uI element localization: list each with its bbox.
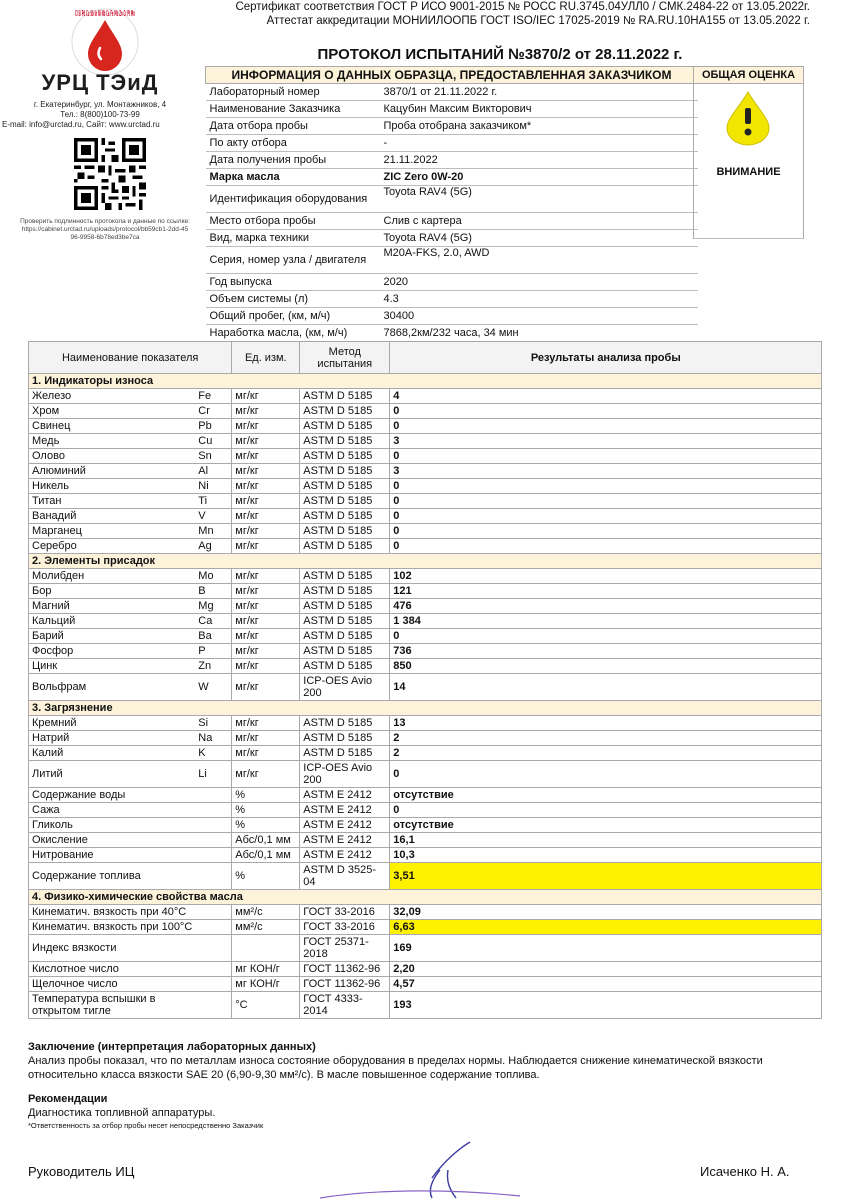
result-value: 121	[390, 584, 822, 599]
parameter-name: Гликоль	[29, 818, 196, 833]
unit-cell: мг/кг	[232, 419, 300, 434]
table-row	[29, 818, 822, 833]
element-symbol: Li	[195, 761, 232, 788]
table-row	[29, 992, 822, 1019]
unit-cell: мг/кг	[232, 584, 300, 599]
result-value: 736	[390, 644, 822, 659]
responsibility-note: *Ответственность за отбор пробы несет непосредственно Заказчик	[28, 1121, 264, 1130]
unit-cell	[232, 935, 300, 962]
info-value: 21.11.2022	[380, 152, 698, 169]
unit-cell: мг/кг	[232, 509, 300, 524]
info-value: -	[380, 135, 698, 152]
parameter-name: Температура вспышки в открытом тигле	[29, 992, 196, 1019]
recommendations-block	[28, 1092, 818, 1132]
element-symbol	[195, 935, 232, 962]
result-value: 3	[390, 464, 822, 479]
info-value: Toyota RAV4 (5G)	[380, 230, 698, 247]
table-row	[29, 419, 822, 434]
table-row	[29, 599, 822, 614]
method-cell: ASTM D 5185	[300, 524, 390, 539]
sample-info-table	[205, 66, 698, 342]
logo-element-letters: Cl Si Pd Cu Sb In Ni Nb Ca Fe Mo Zn Cr Pt Mn	[75, 9, 136, 18]
parameter-name: Фосфор	[29, 644, 196, 659]
table-row	[29, 524, 822, 539]
element-symbol: Ba	[195, 629, 232, 644]
method-cell: ASTM D 5185	[300, 479, 390, 494]
method-cell: ГОСТ 25371-2018	[300, 935, 390, 962]
element-symbol	[195, 848, 232, 863]
unit-cell: мг/кг	[232, 746, 300, 761]
recommendations-title: Рекомендации	[28, 1093, 108, 1105]
method-cell: ГОСТ 33-2016	[300, 920, 390, 935]
qr-code-icon[interactable]	[74, 138, 146, 210]
unit-cell: мг КОН/г	[232, 977, 300, 992]
result-value: 10,3	[390, 848, 822, 863]
parameter-name: Кальций	[29, 614, 196, 629]
element-symbol	[195, 833, 232, 848]
section-title: 1. Индикаторы износа	[29, 374, 822, 389]
element-symbol	[195, 818, 232, 833]
method-cell: ASTM E 2412	[300, 848, 390, 863]
method-cell: ASTM D 5185	[300, 569, 390, 584]
method-cell: ASTM D 5185	[300, 716, 390, 731]
parameter-name: Нитрование	[29, 848, 196, 863]
table-row	[29, 761, 822, 788]
element-symbol	[195, 977, 232, 992]
method-cell: ICP-OES Avio 200	[300, 674, 390, 701]
info-value: M20A-FKS, 2.0, AWD	[380, 247, 698, 274]
method-cell: ASTM D 5185	[300, 599, 390, 614]
unit-cell: мг/кг	[232, 539, 300, 554]
parameter-name: Хром	[29, 404, 196, 419]
parameter-name: Марганец	[29, 524, 196, 539]
element-symbol: Sn	[195, 449, 232, 464]
element-symbol: P	[195, 644, 232, 659]
info-label: Лабораторный номер	[206, 84, 380, 101]
parameter-name: Титан	[29, 494, 196, 509]
method-cell: ГОСТ 33-2016	[300, 905, 390, 920]
method-cell: ASTM E 2412	[300, 803, 390, 818]
signatory-name: Исаченко Н. А.	[700, 1164, 790, 1179]
section-title: 2. Элементы присадок	[29, 554, 822, 569]
unit-cell: мг/кг	[232, 569, 300, 584]
parameter-name: Вольфрам	[29, 674, 196, 701]
table-row	[29, 659, 822, 674]
certificate-line: Сертификат соответствия ГОСТ Р ИСО 9001-2015 № РОСС RU.3745.04УЛЛ0 / СМК.2484-22 от 13.05.2022г.	[235, 1, 810, 13]
parameter-name: Молибден	[29, 569, 196, 584]
info-value: 3870/1 от 21.11.2022 г.	[380, 84, 698, 101]
result-value: 0	[390, 449, 822, 464]
info-label: Наименование Заказчика	[206, 101, 380, 118]
table-row	[29, 935, 822, 962]
unit-cell: мг/кг	[232, 524, 300, 539]
result-value: 0	[390, 539, 822, 554]
conclusion-block	[28, 1040, 818, 1082]
element-symbol: Na	[195, 731, 232, 746]
result-value: 4,57	[390, 977, 822, 992]
parameter-name: Олово	[29, 449, 196, 464]
unit-cell: мм²/с	[232, 920, 300, 935]
element-symbol	[195, 905, 232, 920]
unit-cell: Абс/0,1 мм	[232, 833, 300, 848]
element-symbol	[195, 920, 232, 935]
section-header-row	[29, 890, 822, 905]
table-row	[29, 977, 822, 992]
result-value: 169	[390, 935, 822, 962]
info-label: Идентификация оборудования	[206, 186, 380, 213]
result-value: 3,51	[390, 863, 822, 890]
conclusion-text: Анализ пробы показал, что по металлам износа состояние оборудования в пределах нормы. Наблюдается снижение кинематической вязкости относительно класса вязкости SAE 20 (6,90-9,30 мм²/с). В масле повышенное содержание топлива.	[28, 1055, 763, 1081]
unit-cell: мг/кг	[232, 389, 300, 404]
recommendations-text: Диагностика топливной аппаратуры.	[28, 1107, 216, 1119]
table-row	[29, 569, 822, 584]
result-value: 0	[390, 524, 822, 539]
table-row	[29, 788, 822, 803]
parameter-name: Натрий	[29, 731, 196, 746]
result-value: 2	[390, 731, 822, 746]
result-value: 4	[390, 389, 822, 404]
method-cell: ГОСТ 4333-2014	[300, 992, 390, 1019]
method-cell: ASTM D 5185	[300, 629, 390, 644]
method-cell: ГОСТ 11362-96	[300, 977, 390, 992]
parameter-name: Медь	[29, 434, 196, 449]
result-value: 0	[390, 494, 822, 509]
element-symbol: V	[195, 509, 232, 524]
lab-brand: УРЦ ТЭиД	[41, 70, 159, 95]
method-cell: ASTM D 5185	[300, 389, 390, 404]
method-cell: ASTM E 2412	[300, 818, 390, 833]
result-value: 0	[390, 404, 822, 419]
parameter-name: Цинк	[29, 659, 196, 674]
warning-drop-icon	[721, 90, 775, 146]
info-label: Дата отбора пробы	[206, 118, 380, 135]
table-row	[29, 509, 822, 524]
method-cell: ICP-OES Avio 200	[300, 761, 390, 788]
table-row	[29, 716, 822, 731]
col-header-parameter: Наименование показателя	[29, 342, 232, 374]
parameter-name: Сажа	[29, 803, 196, 818]
method-cell: ASTM D 5185	[300, 659, 390, 674]
section-header-row	[29, 374, 822, 389]
result-value: 0	[390, 629, 822, 644]
info-value: 2020	[380, 274, 698, 291]
result-value: 32,09	[390, 905, 822, 920]
result-value: 0	[390, 509, 822, 524]
element-symbol: Mo	[195, 569, 232, 584]
unit-cell: мг/кг	[232, 761, 300, 788]
method-cell: ГОСТ 11362-96	[300, 962, 390, 977]
info-label: По акту отбора	[206, 135, 380, 152]
table-row	[29, 644, 822, 659]
info-label: Год выпуска	[206, 274, 380, 291]
table-row	[29, 863, 822, 890]
info-value: Toyota RAV4 (5G)	[380, 186, 698, 213]
element-symbol	[195, 788, 232, 803]
info-value: 7868,2км/232 часа, 34 мин	[380, 325, 698, 342]
unit-cell: мг/кг	[232, 479, 300, 494]
element-symbol: Mn	[195, 524, 232, 539]
info-label: Серия, номер узла / двигателя	[206, 247, 380, 274]
table-row	[29, 848, 822, 863]
unit-cell: мг/кг	[232, 644, 300, 659]
info-label: Вид, марка техники	[206, 230, 380, 247]
result-value: 850	[390, 659, 822, 674]
result-value: 0	[390, 803, 822, 818]
element-symbol	[195, 803, 232, 818]
unit-cell: мг/кг	[232, 434, 300, 449]
result-value: 14	[390, 674, 822, 701]
element-symbol	[195, 962, 232, 977]
element-symbol: Cu	[195, 434, 232, 449]
unit-cell: мг/кг	[232, 614, 300, 629]
unit-cell: мм²/с	[232, 905, 300, 920]
parameter-name: Ванадий	[29, 509, 196, 524]
result-value: 16,1	[390, 833, 822, 848]
table-row	[29, 434, 822, 449]
signatory-role: Руководитель ИЦ	[28, 1164, 135, 1179]
info-label: Марка масла	[206, 169, 380, 186]
table-row	[29, 584, 822, 599]
parameter-name: Серебро	[29, 539, 196, 554]
parameter-name: Щелочное число	[29, 977, 196, 992]
result-value: отсутствие	[390, 788, 822, 803]
unit-cell: мг/кг	[232, 716, 300, 731]
parameter-name: Кремний	[29, 716, 196, 731]
unit-cell: мг/кг	[232, 464, 300, 479]
result-value: 193	[390, 992, 822, 1019]
info-value: Слив с картера	[380, 213, 698, 230]
element-symbol	[195, 992, 232, 1019]
col-header-method: Метод испытания	[300, 342, 390, 374]
element-symbol	[195, 863, 232, 890]
lab-phone: Тел.: 8(800)100-73-99	[60, 110, 140, 119]
parameter-name: Железо	[29, 389, 196, 404]
method-cell: ASTM D 5185	[300, 419, 390, 434]
result-value: 0	[390, 479, 822, 494]
table-row	[29, 731, 822, 746]
table-row	[29, 746, 822, 761]
element-symbol: Zn	[195, 659, 232, 674]
parameter-name: Литий	[29, 761, 196, 788]
element-symbol: Ni	[195, 479, 232, 494]
qr-verification-note[interactable]: Проверить подлинность протокола и данные по ссылке: https://cabinet.urctad.ru/uploads/protocol/bb59cb1-2dd-4596-9958-6b78ed3be7ca	[20, 218, 190, 241]
table-row	[29, 614, 822, 629]
unit-cell: %	[232, 788, 300, 803]
table-row	[29, 494, 822, 509]
parameter-name: Калий	[29, 746, 196, 761]
conclusion-title: Заключение (интерпретация лабораторных данных)	[28, 1041, 316, 1053]
parameter-name: Бор	[29, 584, 196, 599]
method-cell: ASTM D 5185	[300, 494, 390, 509]
section-header-row	[29, 554, 822, 569]
unit-cell: %	[232, 803, 300, 818]
method-cell: ASTM D 5185	[300, 434, 390, 449]
table-row	[29, 539, 822, 554]
parameter-name: Содержание воды	[29, 788, 196, 803]
parameter-name: Кинематич. вязкость при 100°C	[29, 920, 196, 935]
signature-icon	[320, 1140, 540, 1200]
overall-header: ОБЩАЯ ОЦЕНКА	[694, 66, 803, 84]
element-symbol: Ag	[195, 539, 232, 554]
table-row	[29, 479, 822, 494]
table-row	[29, 674, 822, 701]
result-value: 2,20	[390, 962, 822, 977]
results-table	[28, 341, 822, 1019]
overall-assessment	[693, 66, 804, 239]
element-symbol: Pb	[195, 419, 232, 434]
method-cell: ASTM D 5185	[300, 731, 390, 746]
info-value: Кацубин Максим Викторович	[380, 101, 698, 118]
unit-cell: мг/кг	[232, 731, 300, 746]
info-value: ZIC Zero 0W-20	[380, 169, 698, 186]
method-cell: ASTM D 5185	[300, 539, 390, 554]
table-row	[29, 449, 822, 464]
element-symbol: Fe	[195, 389, 232, 404]
element-symbol: Cr	[195, 404, 232, 419]
method-cell: ASTM D 5185	[300, 464, 390, 479]
method-cell: ASTM D 5185	[300, 509, 390, 524]
unit-cell: мг/кг	[232, 674, 300, 701]
info-label: Дата получения пробы	[206, 152, 380, 169]
parameter-name: Свинец	[29, 419, 196, 434]
method-cell: ASTM D 5185	[300, 404, 390, 419]
unit-cell: мг КОН/г	[232, 962, 300, 977]
method-cell: ASTM D 5185	[300, 644, 390, 659]
method-cell: ASTM D 5185	[300, 614, 390, 629]
col-header-unit: Ед. изм.	[232, 342, 300, 374]
info-value: Проба отобрана заказчиком*	[380, 118, 698, 135]
result-value: 3	[390, 434, 822, 449]
table-row	[29, 389, 822, 404]
table-row	[29, 629, 822, 644]
accreditation-line: Аттестат аккредитации МОНИИЛООПБ ГОСТ ISO/IEC 17025-2019 № RA.RU.10НА155 от 13.05.2022 г.	[266, 15, 810, 27]
section-title: 4. Физико-химические свойства масла	[29, 890, 822, 905]
element-symbol: B	[195, 584, 232, 599]
method-cell: ASTM E 2412	[300, 788, 390, 803]
info-value: 30400	[380, 308, 698, 325]
lab-contacts[interactable]: E-mail: info@urctad.ru, Сайт: www.urctad.ru	[2, 120, 160, 129]
element-symbol: K	[195, 746, 232, 761]
section-header-row	[29, 701, 822, 716]
element-symbol: Mg	[195, 599, 232, 614]
parameter-name: Окисление	[29, 833, 196, 848]
unit-cell: мг/кг	[232, 404, 300, 419]
element-symbol: Si	[195, 716, 232, 731]
parameter-name: Кислотное число	[29, 962, 196, 977]
result-value: 1 384	[390, 614, 822, 629]
unit-cell: мг/кг	[232, 449, 300, 464]
unit-cell: °С	[232, 992, 300, 1019]
table-row	[29, 404, 822, 419]
unit-cell: мг/кг	[232, 629, 300, 644]
element-symbol: Ti	[195, 494, 232, 509]
info-label: Наработка масла, (км, м/ч)	[206, 325, 380, 342]
parameter-name: Алюминий	[29, 464, 196, 479]
overall-status: ВНИМАНИЕ	[716, 166, 781, 178]
table-row	[29, 803, 822, 818]
info-value: 4.3	[380, 291, 698, 308]
lab-address: г. Екатеринбург, ул. Монтажников, 4	[33, 100, 167, 109]
col-header-results: Результаты анализа пробы	[390, 342, 822, 374]
info-label: Объем системы (л)	[206, 291, 380, 308]
unit-cell: мг/кг	[232, 494, 300, 509]
result-value: 13	[390, 716, 822, 731]
result-value: 0	[390, 419, 822, 434]
element-symbol: Al	[195, 464, 232, 479]
section-title: 3. Загрязнение	[29, 701, 822, 716]
table-row	[29, 962, 822, 977]
result-value: 102	[390, 569, 822, 584]
info-label: Место отбора пробы	[206, 213, 380, 230]
unit-cell: %	[232, 818, 300, 833]
parameter-name: Барий	[29, 629, 196, 644]
result-value: 476	[390, 599, 822, 614]
result-value: 2	[390, 746, 822, 761]
table-row	[29, 920, 822, 935]
unit-cell: Абс/0,1 мм	[232, 848, 300, 863]
parameter-name: Содержание топлива	[29, 863, 196, 890]
parameter-name: Кинематич. вязкость при 40°C	[29, 905, 196, 920]
table-row	[29, 905, 822, 920]
method-cell: ASTM D 3525-04	[300, 863, 390, 890]
unit-cell: мг/кг	[232, 599, 300, 614]
element-symbol: Ca	[195, 614, 232, 629]
parameter-name: Никель	[29, 479, 196, 494]
parameter-name: Индекс вязкости	[29, 935, 196, 962]
result-value: 6,63	[390, 920, 822, 935]
result-value: отсутствие	[390, 818, 822, 833]
result-value: 0	[390, 761, 822, 788]
table-row	[29, 833, 822, 848]
method-cell: ASTM D 5185	[300, 746, 390, 761]
info-label: Общий пробег, (км, м/ч)	[206, 308, 380, 325]
unit-cell: мг/кг	[232, 659, 300, 674]
method-cell: ASTM E 2412	[300, 833, 390, 848]
sample-info-header: ИНФОРМАЦИЯ О ДАННЫХ ОБРАЗЦА, ПРЕДОСТАВЛЕННАЯ ЗАКАЗЧИКОМ	[206, 67, 698, 84]
element-symbol: W	[195, 674, 232, 701]
parameter-name: Магний	[29, 599, 196, 614]
unit-cell: %	[232, 863, 300, 890]
method-cell: ASTM D 5185	[300, 584, 390, 599]
method-cell: ASTM D 5185	[300, 449, 390, 464]
table-row	[29, 464, 822, 479]
protocol-title: ПРОТОКОЛ ИСПЫТАНИЙ №3870/2 от 28.11.2022 г.	[317, 46, 683, 63]
